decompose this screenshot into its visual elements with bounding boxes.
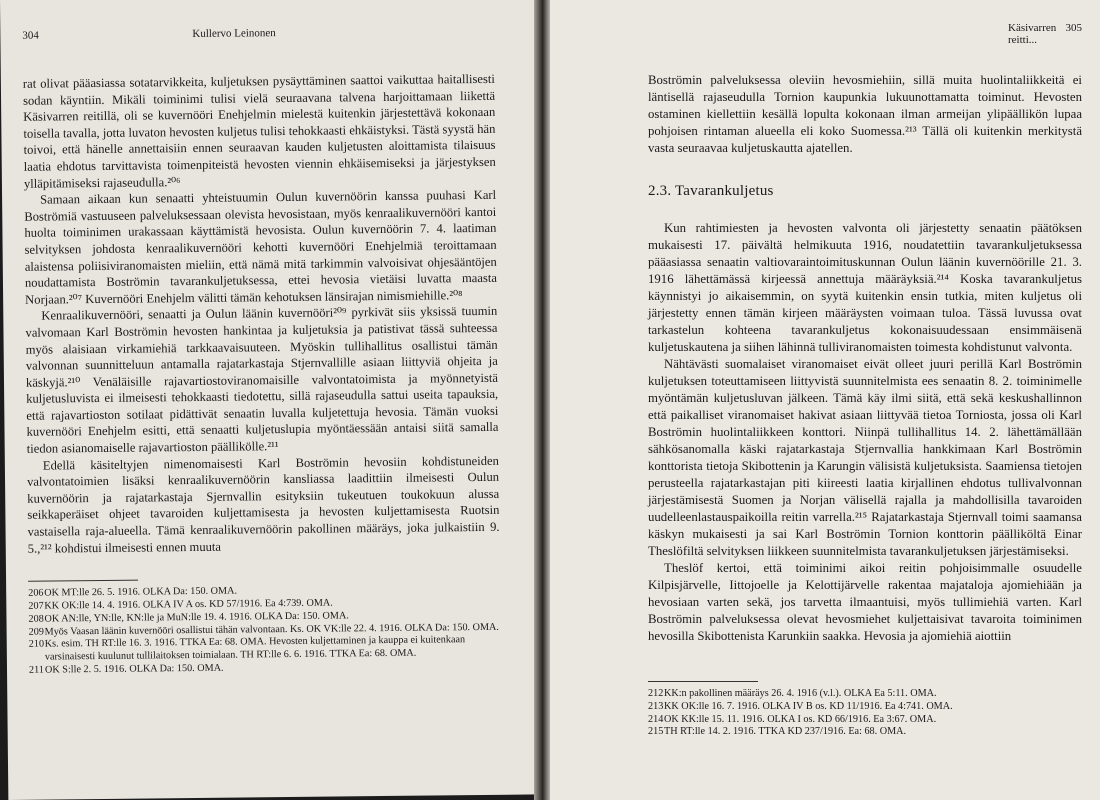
paragraph: Samaan aikaan kun senaatti yhteistuumin Oulun kuvernöörin kanssa puuhasi Karl Boströmiä vastuuseen palveluksessaan olevista hevosistaan, myös kenraalikuvernööri kantoi huolta toiminimen urakassaan käyttämistä hevosista. Oulun kuvernöörin 7. 4. laatiman selvityksen johdosta kenraalikuvernööri kehotti kuvernööri Enehjelmiä teroittamaan alaistensa poliisiviranomaisten mieliin, että nämä mitä tarkimmin valvoisivat ohjesääntöjen noudattamista Boströmin tavarankuljetuksessa, ettei hevosia vietäisi luvatta maasta Norjaan.²⁰⁷ Kuvernööri Enehjelm välitti tämän kehotuksen länsirajan nimismiehille.²⁰⁸ (24, 187, 498, 307)
footnote-number: 214 (648, 713, 664, 725)
footnote (648, 714, 1082, 727)
footnote-number: 208 (28, 613, 44, 625)
footnote-text: OK S:lle 2. 5. 1916. OLKA Da: 150. OMA. (44, 662, 224, 676)
footnote-number: 210 (28, 638, 45, 651)
left-running-head (22, 25, 494, 54)
footnote-number: 207 (28, 600, 44, 612)
footnote-number: 209 (28, 626, 44, 638)
footnote-text: Myös Vaasan läänin kuvernööri osallistui tähän valvontaan. Ks. OK VK:lle 22. 4. 1916. OLKA Da: 150. OMA. (44, 621, 499, 638)
right-footnotes (648, 688, 1082, 739)
footnote-text: Ks. esim. TH RT:lle 16. 3. 1916. TTKA Ea: 68. OMA. Hevosten kuljettaminen ja kauppa ei kuitenkaan varsinaisesti kuulunut tullilaitoksen toimialaan. TH RT:lle 6. 6. 1916. TTKA Ea: 68. OMA. (44, 634, 466, 663)
footnote-number: 213 (648, 700, 664, 712)
right-running-head-title: Käsivarren reitti... (1008, 22, 1057, 46)
paragraph: Nähtävästi suomalaiset viranomaiset eivät olleet juuri perillä Karl Boströmin kuljetuksen toteuttamiseen liittyvistä suunnitelmista ees senaatin 8. 2. toiminimelle myöntämän kuljetusluvan jälkeen. Tämä käy ilmi siitä, että sekä keskushallinnon että paikalliset viranomaiset hakivat asiaan liittyvää tietoa Torniosta, jossa oli Karl Boströmin huolintaliikkeen konttori. Niinpä tullihallitus 14. 2. lähettämällään sähkösanomalla käski rajatarkastaja Stjernvallia hankkimaan Karl Boströmin konttorista tietoja Skibottenin ja Karungin välisistä kuljetuksista. Saamiensa tietojen perusteella rajatarkastajan piti kiireesti laatia kirjallinen ehdotus tullivalvonnan järjestämisestä Suomen ja Norjan välisellä rajalla ja mahdollisilla tavaroiden uudelleenlastauspaikoilla reitin varrella.²¹⁵ Rajatarkastaja Stjernvall toimi saamansa käskyn mukaisesti ja sai Karl Boströmin Tornion konttorin päälliköltä Einar Theslöfiltä selvityksen liikkeen suunnitelmista tavarankuljetuksen järjestämiseksi. (648, 357, 1082, 558)
footnote (648, 688, 1082, 701)
paragraph: Kun rahtimiesten ja hevosten valvonta oli järjestetty senaatin päätöksen mukaisesti 17. päivältä helmikuuta 1916, noudatettiin tavarankuljetuksessa pääasiassa senaatin valtiovaraintoimituskunnan Oulun läänin kuvernöörille 21. 3. 1916 lähettämässä kirjeessä annettuja määräyksiä.²¹⁴ Koska tavarankuljetus käynnistyi jo aikaisemmin, on syytä kuitenkin ensin tutkia, miten kuljetus oli järjestetty ennen tämän kirjeen määräysten voimaan tuloa. Tässä luvussa ovat tarkastelun kohteena tavarankuljetus kokonaisuudessaan ensimmäisenä kuljetuskautena ja siihen lähinnä tulliviranomaisten toimesta kohdistunut valvonta. (648, 221, 1082, 354)
left-running-head-title: Kullervo Leinonen (192, 27, 276, 40)
section-heading: 2.3. Tavarankuljetus (648, 183, 774, 199)
footnote-text: KK OK:lle 16. 7. 1916. OLKA IV B os. KD 11/1916. Ea 4:741. OMA. (664, 700, 953, 712)
left-footnotes (28, 583, 501, 678)
footnote-text: KK:n pakollinen määräys 26. 4. 1916 (v.l.). OLKA Ea 5:11. OMA. (664, 688, 937, 699)
right-page (546, 0, 1100, 800)
footnote-text: KK OK:lle 14. 4. 1916. OLKA IV A os. KD 57/1916. Ea 4:739. OMA. (44, 597, 333, 612)
right-running-head (648, 22, 1082, 46)
book-gutter (534, 0, 550, 800)
left-page (0, 0, 548, 800)
left-body-text (23, 71, 500, 557)
paragraph: Boströmin palveluksessa oleviin hevosmiehiin, sillä muita huolintaliikkeitä ei läntisellä rajaseudulla Tornion kaupunkia lukuunottamatta toiminut. Hevosten ostaminen kiellettiin kesällä lopulta kokonaan ilman armeijan ylipäällikön lupaa pohjoisen rintaman alueella eli koko Suomessa.²¹³ Tällä oli kuitenkin merkitystä vasta seuraavaa kuljetuskautta ajatellen. (648, 73, 1082, 155)
footnote-number: 211 (28, 664, 44, 676)
right-page-number: 305 (1065, 22, 1082, 34)
footnote-divider (648, 681, 758, 682)
footnote-text: TH RT:lle 14. 2. 1916. TTKA KD 237/1916. Ea: 68. OMA. (664, 726, 907, 738)
right-body-text (648, 72, 1082, 645)
footnote (648, 726, 1082, 739)
footnote-text: OK MT:lle 26. 5. 1916. OLKA Da: 150. OMA. (44, 585, 238, 599)
paragraph: Kenraalikuvernööri, senaatti ja Oulun läänin kuvernööri²⁰⁹ pyrkivät siis yksissä tuumin valvomaan Karl Boströmin hevosten hankintaa ja kuljetuksia ja patistivat tässä suhteessa myös alaisiaan virkamiehiä tarkkaavaisuuteen. Myöskin tullihallitus osallistui tämän valvonnan suunnitteluun antamalla rajatarkastaja Stjernvallille asiaan liittyviä ohjeita ja käskyjä.²¹⁰ Venäläisille rajavartiostoviranomaisille valvontatoimista ja myönnetyistä kuljetusluvista ei ilmeisesti tehokkaasti tiedotettu, sillä rajaseudulla sattui useita tapauksia, että rajavartioston sotilaat pidättivät senaatin luvalla kuljetettuja hevosia. Tämän vuoksi kuvernööri Enehjelm esitti, että senaatti kuljetuslupia myöntäessään antaisi siitä samalla tiedon asianomaiselle rajavartioston päällikölle.²¹¹ (25, 304, 499, 456)
footnote-number: 212 (648, 688, 664, 699)
paragraph: Edellä käsiteltyjen nimenomaisesti Karl Boströmin hevosiin kohdistuneiden valvontatoimien lisäksi kenraalikuvernöörin kansliassa laadittiin ilmeisesti Oulun kuvernöörin ja rajatarkastaja Sjernvallin esityksiin tukeutuen toukokuun alussa seikkaperäiset ohjeet tavaroiden kuljettamisesta ja hevosten kuljettamisesta Ruotsin vastaisella raja-alueella. Tämä kenraalikuvernöörin pakollinen määräys, joka julkaistiin 9. 5.,²¹² kohdistui ilmeisesti ennen muuta (26, 453, 500, 556)
left-page-number: 304 (22, 29, 39, 42)
footnote-text: OK KK:lle 15. 11. 1916. OLKA I os. KD 66/1916. Ea 3:67. OMA. (664, 713, 937, 725)
footnote-text: OK AN:lle, YN:lle, KN:lle ja MuN:lle 19. 4. 1916. OLKA Da: 150. OMA. (44, 610, 349, 625)
footnote-number: 206 (28, 587, 44, 599)
paragraph: Theslöf kertoi, että toiminimi aikoi reitin pohjoisimmalle osuudelle Kilpisjärvelle, Iittojoelle ja Kelottijärvelle rakentaa majataloja ajomiehiään ja hevosiaan varten sekä, jos tarvetta ilmaantuisi, myös tullimiehiä varten. Karl Boströmin palveluksessa olevat hevosmiehet kuljettaisivat tavaroita toiminimen hevosilla Skibottenista Karunkiin saakka. Hevosia ja ajomiehiä aiottiin (648, 561, 1082, 643)
footnote-divider (28, 580, 138, 582)
paragraph: rat olivat pääasiassa sotatarvikkeita, kuljetuksen pysäyttäminen saattoi vaikuttaa haitallisesti sodan käyntiin. Mikäli toiminimi tulisi vielä seuraavana talvena harjoittamaan liikettä Käsivarren reitillä, oli se kuvernööri Enehjelmin mielestä kuitenkin järjestettävä kokonaan toisella tavalla, jotta luvaton hevosten kuljetus tulisi tehokkaasti ehkäistyksi. Tästä syystä hän toivoi, että hänelle annettaisiin ennen seuraavan kauden kuljetusten aloittamista tilaisuus laatia ehdotus tarvittavista toimenpiteistä hevosten viennin ehkäisemiseksi ja järjestyksen ylläpitämiseksi rajaseudulla.²⁰⁶ (22, 71, 496, 191)
footnote (648, 701, 1082, 714)
footnote-number: 215 (648, 726, 664, 738)
